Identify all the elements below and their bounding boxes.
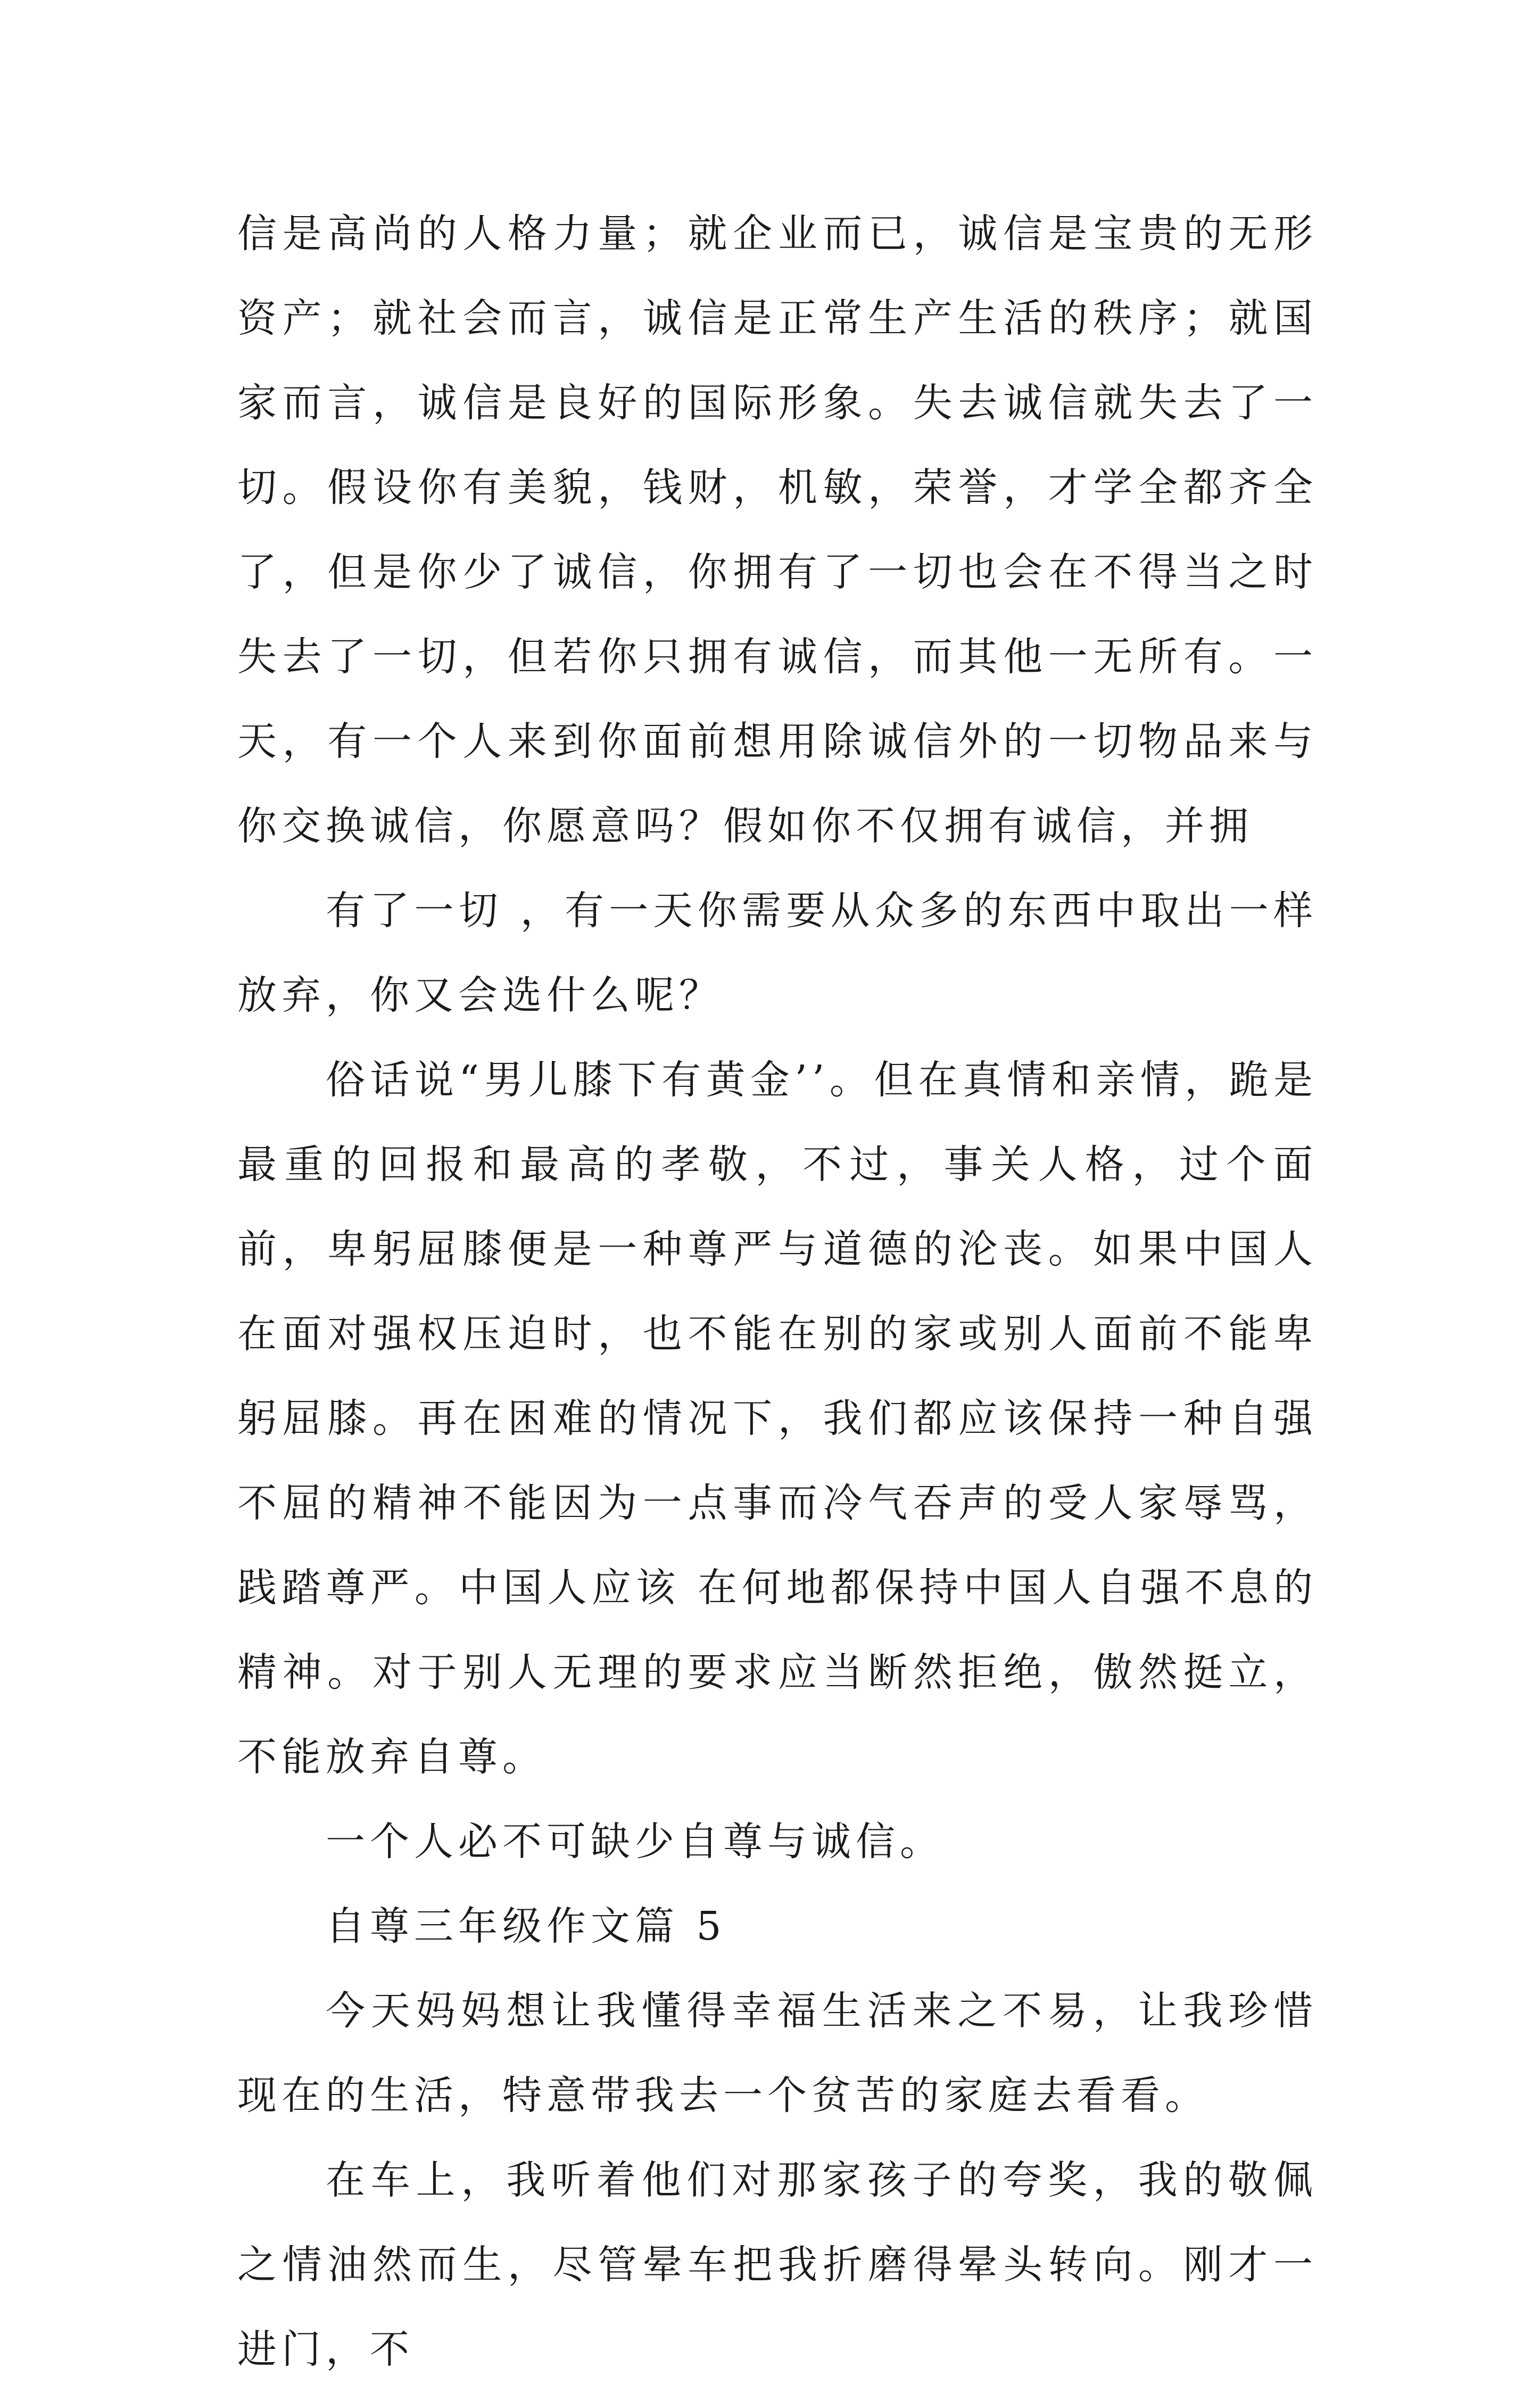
body-text [237, 192, 1318, 2392]
paragraph-2: 有了一切 ，有一天你需要从众多的东西中取出一样放弃，你又会选什么呢？ [237, 888, 1318, 1018]
paragraph-5: 今天妈妈想让我懂得幸福生活来之不易，让我珍惜现在的生活，特意带我去一个贫苦的家庭去看看。 [237, 1988, 1318, 2118]
paragraph-3: 俗话说“男儿膝下有黄金’’。但在真情和亲情，跪是最重的回报和最高的孝敬，不过，事关人格，过个面前，卑躬屈膝便是一种尊严与道德的沦丧。如果中国人在面对强权压迫时，也不能在别的家或别人面前不能卑躬屈膝。再在困难的情况下，我们都应该保持一种自强不屈的精神不能因为一点事而冷气吞声的受人家辱骂，践踏尊严。中国人应该 在何地都保持中国人自强不息的精神。对于别人无理的要求应当断然拒绝，傲然挺立，不能放弃自尊。 [237, 1057, 1318, 1780]
paragraph-1: 信是高尚的人格力量；就企业而已，诚信是宝贵的无形资产；就社会而言，诚信是正常生产生活的秩序；就国家而言，诚信是良好的国际形象。失去诚信就失去了一切。假设你有美貌，钱财，机敏，荣誉，才学全都齐全了，但是你少了诚信，你拥有了一切也会在不得当之时失去了一切，但若你只拥有诚信，而其他一无所有。一天，有一个人来到你面前想用除诚信外的一切物品来与你交换诚信，你愿意吗？假如你不仅拥有诚信，并拥 [237, 211, 1318, 849]
section-heading: 自尊三年级作文篇 5 [326, 1903, 726, 1949]
paragraph-4: 一个人必不可缺少自尊与诚信。 [326, 1819, 944, 1865]
paragraph-6: 在车上，我听着他们对那家孩子的夸奖，我的敬佩之情油然而生，尽管晕车把我折磨得晕头转向。刚才一进门，不 [237, 2157, 1318, 2372]
